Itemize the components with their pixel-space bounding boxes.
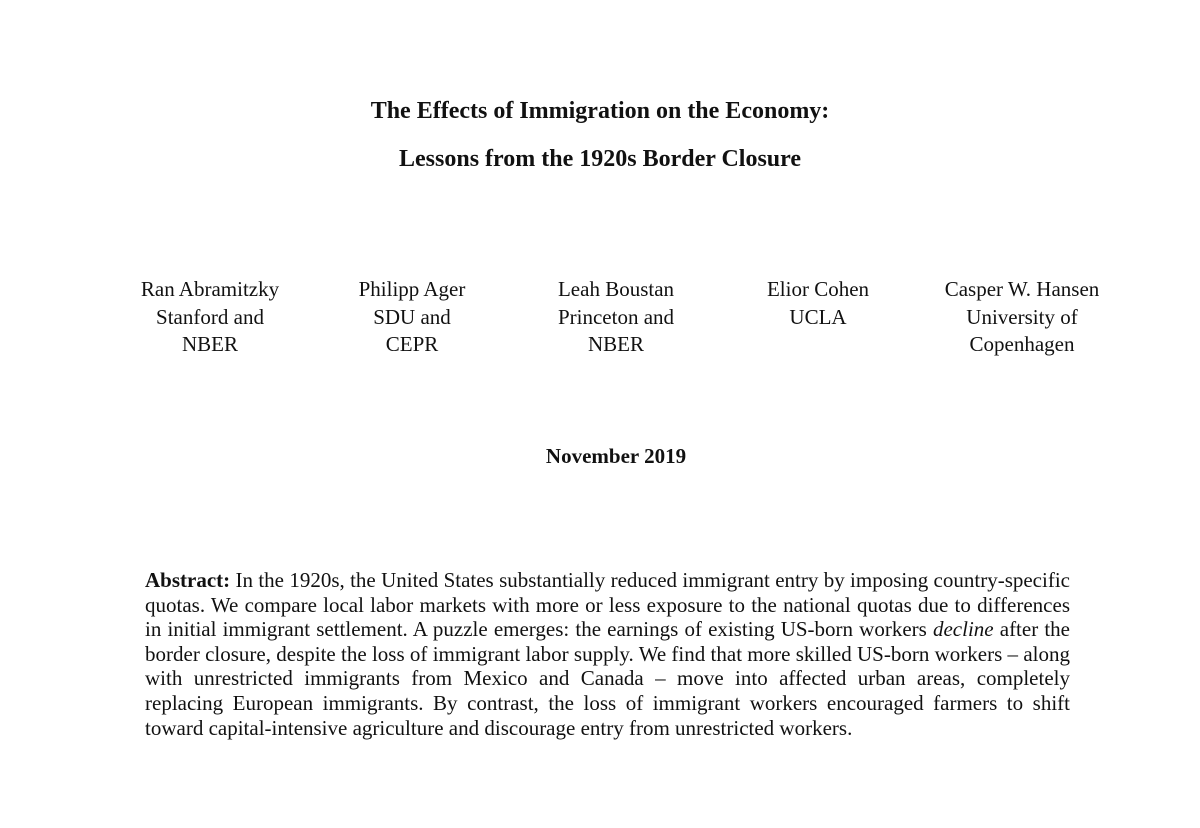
paper-title-line-2: Lessons from the 1920s Border Closure [399, 146, 801, 172]
author-name: Casper W. Hansen [944, 277, 1100, 301]
abstract [145, 568, 1070, 740]
author-affiliation: UCLA [789, 304, 847, 329]
author-affiliation: SDU and [373, 304, 451, 329]
author-name: Philipp Ager [358, 277, 466, 301]
author-affiliation: Stanford and [156, 304, 264, 329]
author-affiliation: CEPR [385, 332, 439, 356]
author-affiliation: NBER [181, 332, 238, 356]
author-affiliation: NBER [587, 332, 644, 356]
author-block [516, 276, 716, 359]
abstract-text: In the 1920s, the United States substantially reduced immigrant entry by imposing country-specific quotas. We compare local labor markets with more or less exposure to the national quotas due to differences in initial immigrant settlement. A puzzle emerges: the earnings of existing US-born workers [145, 568, 1070, 642]
author-name: Elior Cohen [766, 277, 870, 301]
author-block [110, 276, 310, 359]
author-name: Ran Abramitzky [140, 277, 280, 301]
author-affiliation: Princeton and [557, 304, 675, 329]
author-block [312, 276, 512, 359]
paper-title-line-1: The Effects of Immigration on the Economy: [370, 98, 830, 124]
abstract-emphasis: decline [932, 617, 994, 642]
author-affiliation: University of [966, 304, 1078, 329]
abstract-text: after the border closure, despite the loss of immigrant labor supply. We find that more skilled US-born workers – along with unrestricted immigrants from Mexico and Canada – move into affected urban areas, completely replacing European immigrants. By contrast, the loss of immigrant workers encouraged farmers to shift toward capital-intensive agriculture and discourage entry from unrestricted workers. [145, 617, 1070, 740]
abstract-label: Abstract: [145, 568, 231, 592]
publication-date: November 2019 [545, 444, 687, 468]
author-name: Leah Boustan [557, 277, 675, 301]
author-block [718, 276, 918, 331]
author-block [912, 276, 1132, 359]
author-affiliation: Copenhagen [969, 332, 1075, 356]
